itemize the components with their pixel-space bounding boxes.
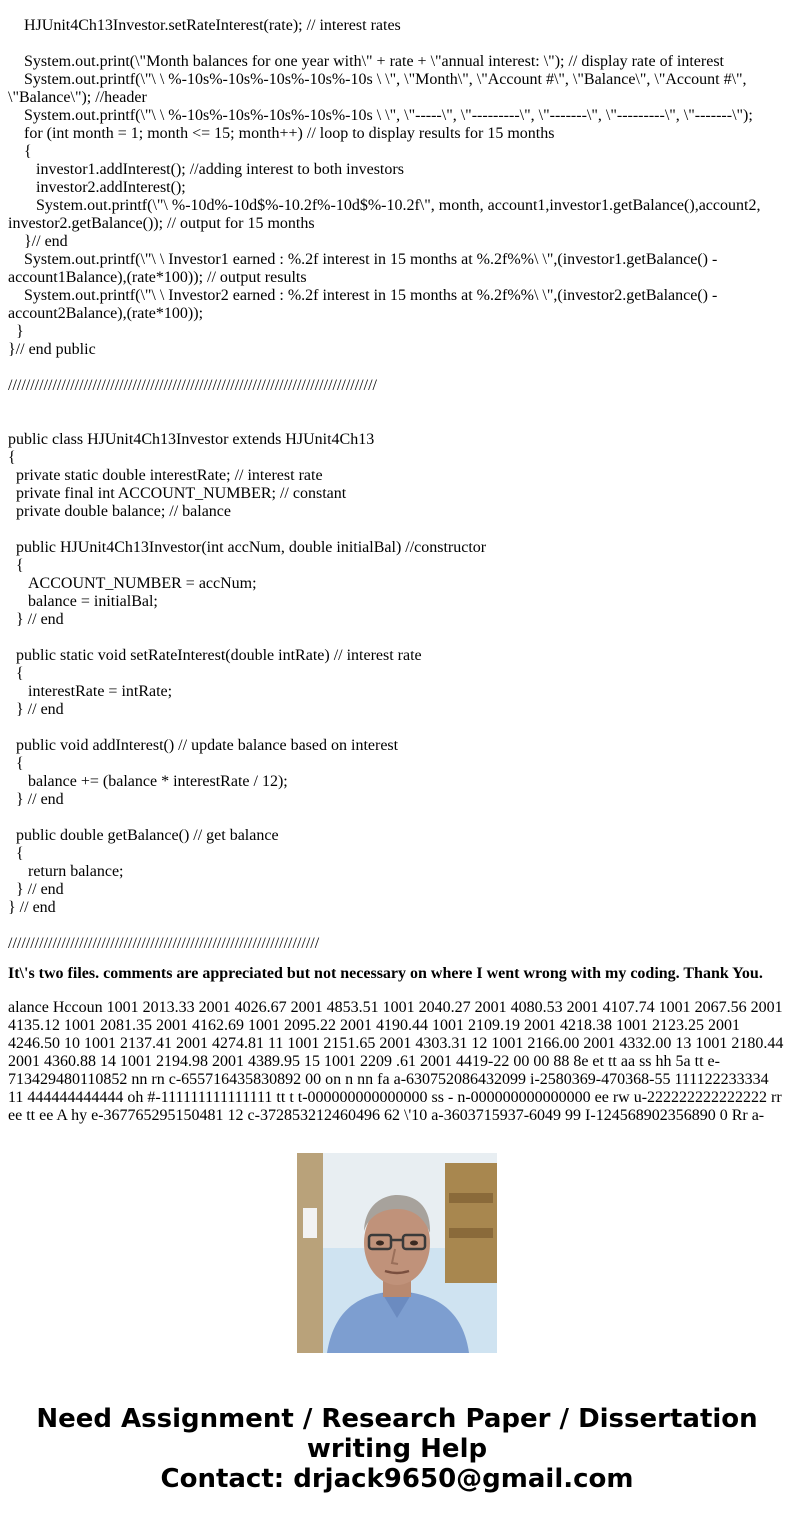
spacer	[8, 395, 788, 413]
code-line	[8, 629, 788, 647]
spacer	[8, 413, 788, 431]
code-line: } // end	[8, 899, 56, 916]
code-line: System.out.printf(\"\ \ %-10s%-10s%-10s%-10s%-10s \ \", \"Month\", \"Account #\", \"Balance\", \"Account #\", \"Balance\"); //header	[8, 71, 751, 106]
code-line: System.out.print(\"Month balances for one year with\" + rate + \"annual interest: \"); // display rate of interest	[8, 53, 724, 70]
code-line: investor1.addInterest(); //adding interest to both investors	[8, 161, 404, 178]
code-line: System.out.printf(\"\ \ Investor2 earned : %.2f interest in 15 months at %.2f%%\ \",(investor2.getBalance() - account2Balance),(rate*100));	[8, 287, 722, 322]
code-line: balance = initialBal;	[8, 593, 158, 610]
avatar	[297, 1153, 497, 1353]
code-line: HJUnit4Ch13Investor.setRateInterest(rate); // interest rates	[8, 17, 401, 34]
code-line: {	[8, 143, 32, 160]
banner-contact-email: Contact: drjack9650@gmail.com	[160, 1464, 634, 1494]
code-line: }// end	[8, 233, 68, 250]
spacer	[8, 917, 788, 935]
code-line: {	[8, 665, 24, 682]
code-listing	[8, 0, 788, 953]
person-photo-icon	[297, 1153, 497, 1353]
code-line: {	[8, 845, 24, 862]
code-block-investor-class	[8, 431, 788, 917]
contact-banner	[0, 1404, 794, 1494]
banner-line-1: Need Assignment / Research Paper / Dissertation	[36, 1404, 758, 1434]
code-line: {	[8, 755, 24, 772]
comment-divider: //////////////////////////////////////////////////////////////////////	[8, 935, 320, 952]
code-line: private final int ACCOUNT_NUMBER; // constant	[8, 485, 347, 502]
code-line: private static double interestRate; // interest rate	[8, 467, 323, 484]
question-note: It\'s two files. comments are appreciated but not necessary on where I went wrong with my coding. Thank You.	[8, 965, 763, 982]
code-line: } // end	[8, 791, 64, 808]
banner-line-2: writing Help	[306, 1434, 488, 1464]
code-line: public double getBalance() // get balance	[8, 827, 279, 844]
code-line: }	[8, 323, 24, 340]
code-line: } // end	[8, 611, 64, 628]
code-line: public HJUnit4Ch13Investor(int accNum, double initialBal) //constructor	[8, 539, 487, 556]
code-line	[8, 521, 788, 539]
code-line: public void addInterest() // update balance based on interest	[8, 737, 399, 754]
code-line: }// end public	[8, 341, 96, 358]
code-line	[8, 35, 788, 53]
code-line: public class HJUnit4Ch13Investor extends HJUnit4Ch13	[8, 431, 375, 448]
code-line: } // end	[8, 701, 64, 718]
code-line: System.out.printf(\"\ \ Investor1 earned : %.2f interest in 15 months at %.2f%%\ \",(investor1.getBalance() - account1Balance),(rate*100)); // output results	[8, 251, 722, 286]
code-line: System.out.printf(\"\ %-10d%-10d$%-10.2f%-10d$%-10.2f\", month, account1,investor1.getBalance(),account2, investor2.getBalance()); // output for 15 months	[8, 197, 765, 232]
code-line: } // end	[8, 881, 64, 898]
code-line: return balance;	[8, 863, 124, 880]
code-line: private double balance; // balance	[8, 503, 232, 520]
code-line: interestRate = intRate;	[8, 683, 173, 700]
code-line: balance += (balance * interestRate / 12);	[8, 773, 288, 790]
code-line	[8, 809, 788, 827]
ocr-output-text: alance Hccoun 1001 2013.33 2001 4026.67 2001 4853.51 1001 2040.27 2001 4080.53 2001 4107.74 1001 2067.56 2001 4135.12 1001 2081.35 2001 4162.69 1001 2095.22 2001 4190.44 1001 2109.19 2001 4218.38 1001 2123.25 2001 4246.50 10 1001 2137.41 2001 4274.81 11 1001 2151.65 2001 4303.31 12 1001 2166.00 2001 4332.00 13 1001 2180.44 2001 4360.88 14 1001 2194.98 2001 4389.95 15 1001 2209 .61 2001 4419-22 00 00 88 8e et tt aa ss hh 5a tt e-713429480110852 nn rn c-655716435830892 00 on n nn fa a-630752086432099 i-2580369-470368-55 111122233334 11 444444444444 oh #-111111111111111 tt t t-000000000000000 ss - n-000000000000000 ee rw u-222222222222222 rr ee tt ee A hy e-367765295150481 12 c-372853212460496 62 \'10 a-3603715937-6049 99 I-124568902356890 0 Rr a-	[8, 999, 784, 1124]
code-line: {	[8, 557, 24, 574]
code-line: public static void setRateInterest(double intRate) // interest rate	[8, 647, 422, 664]
code-line: investor2.addInterest();	[8, 179, 186, 196]
code-line: {	[8, 449, 16, 466]
code-line: System.out.printf(\"\ \ %-10s%-10s%-10s%-10s%-10s \ \", \"-----\", \"---------\", \"-------\", \"---------\", \"-------\");	[8, 107, 753, 124]
code-line: ACCOUNT_NUMBER = accNum;	[8, 575, 257, 592]
comment-divider: ///////////////////////////////////////////////////////////////////////////////////	[8, 377, 377, 394]
code-line	[8, 719, 788, 737]
code-block-main	[8, 0, 788, 359]
code-line	[8, 0, 788, 17]
code-line: for (int month = 1; month <= 15; month++) // loop to display results for 15 months	[8, 125, 555, 142]
spacer	[8, 359, 788, 377]
